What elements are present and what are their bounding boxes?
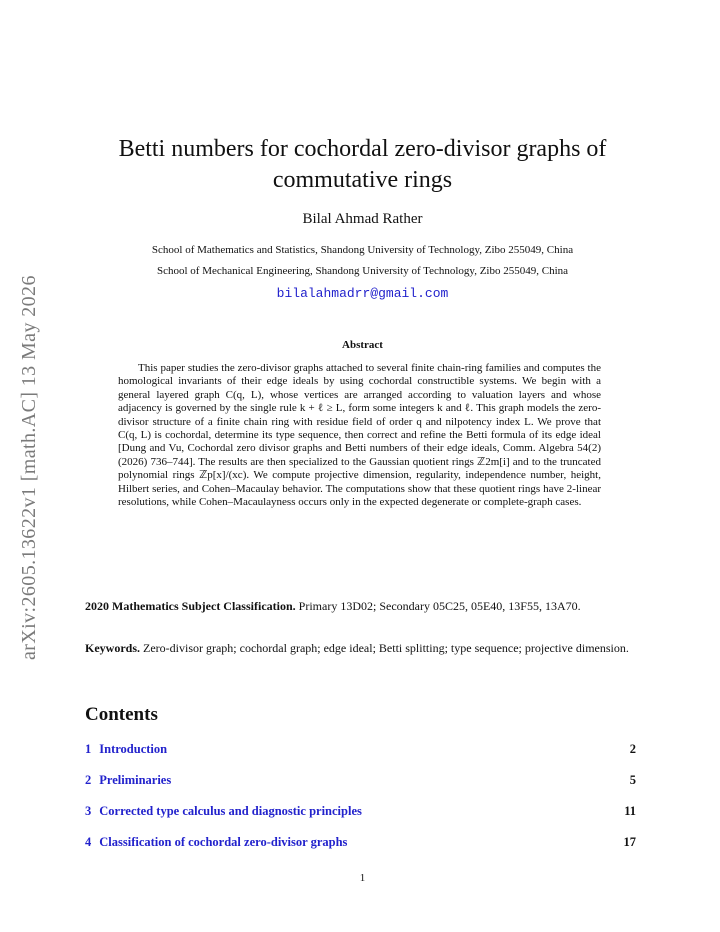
toc-entry-number: 3 — [85, 804, 92, 818]
abstract-text: This paper studies the zero-divisor graphs attached to several finite chain-ring families and computes the homological invariants of their edge ideals by using cochordal constructible systems. We begin with a general layered graph C(q, L), whose vertices are arranged according to valuation layers and whose adjacency is governed by the single rule k + ℓ ≥ L, form some integers k and ℓ. This graph models the zero-divisor structure of a finite chain ring with residue field of order q and nilpotency index L. We prove that C(q, L) is cochordal, determine its type sequence, then correct and refine the Betti formula of its edge ideal [Dung and Vu, Cochordal zero divisor graphs and Betti numbers of their edge ideals, Comm. Algebra 54(2) (2026) 736–744]. The results are then specialized to the Gaussian quotient rings ℤ2m[i] and to the truncated polynomial rings ℤp[x]/(xc). We compute projective dimension, regularity, independence number, height, Hilbert series, and Cohen–Macaulay behavior. The computations show that these quotient rings have 2-linear resolutions, while Cohen–Macaulayness occurs only in the expected degenerate or complete-graph cases. — [118, 362, 601, 509]
contents-heading: Contents — [85, 704, 158, 725]
msc-label: 2020 Mathematics Subject Classification. — [85, 599, 296, 613]
toc-entry-page: 11 — [624, 804, 636, 818]
page-number: 1 — [359, 872, 366, 884]
msc-classification — [85, 598, 636, 614]
keywords-text: Zero-divisor graph; cochordal graph; edge ideal; Betti splitting; type sequence; projective dimension. — [143, 641, 629, 655]
author-email-link[interactable]: bilalahmadrr@gmail.com — [276, 286, 449, 301]
toc-entry-number: 4 — [85, 835, 92, 849]
affiliation-1: School of Mathematics and Statistics, Shandong University of Technology, Zibo 255049, China — [151, 244, 574, 256]
msc-text: Primary 13D02; Secondary 05C25, 05E40, 13F55, 13A70. — [298, 599, 581, 613]
toc-entry[interactable] — [85, 773, 636, 788]
toc-entry-link[interactable]: Classification of cochordal zero-divisor graphs — [99, 835, 348, 849]
toc-entry-page: 2 — [629, 742, 636, 756]
toc-entry-page: 5 — [629, 773, 636, 787]
toc-entry-number: 2 — [85, 773, 92, 787]
arxiv-identifier: arXiv:2605.13622v1 [math.AC] 13 May 2026 — [18, 275, 40, 660]
abstract-heading: Abstract — [342, 339, 383, 351]
author-name: Bilal Ahmad Rather — [302, 211, 423, 227]
keywords-label: Keywords. — [85, 641, 140, 655]
keywords — [85, 640, 636, 656]
paper-title: Betti numbers for cochordal zero-divisor graphs of commutative rings — [118, 136, 607, 193]
toc-entry-link[interactable]: Corrected type calculus and diagnostic principles — [99, 804, 362, 818]
toc-entry-page: 17 — [623, 835, 636, 849]
toc-entry-link[interactable]: Introduction — [99, 742, 168, 756]
toc-entry[interactable] — [85, 804, 636, 819]
affiliation-2: School of Mechanical Engineering, Shandong University of Technology, Zibo 255049, China — [156, 265, 569, 277]
toc-entry[interactable] — [85, 742, 636, 757]
toc-entry-number: 1 — [85, 742, 92, 756]
toc-entry-link[interactable]: Preliminaries — [99, 773, 172, 787]
toc-entry[interactable] — [85, 835, 636, 850]
